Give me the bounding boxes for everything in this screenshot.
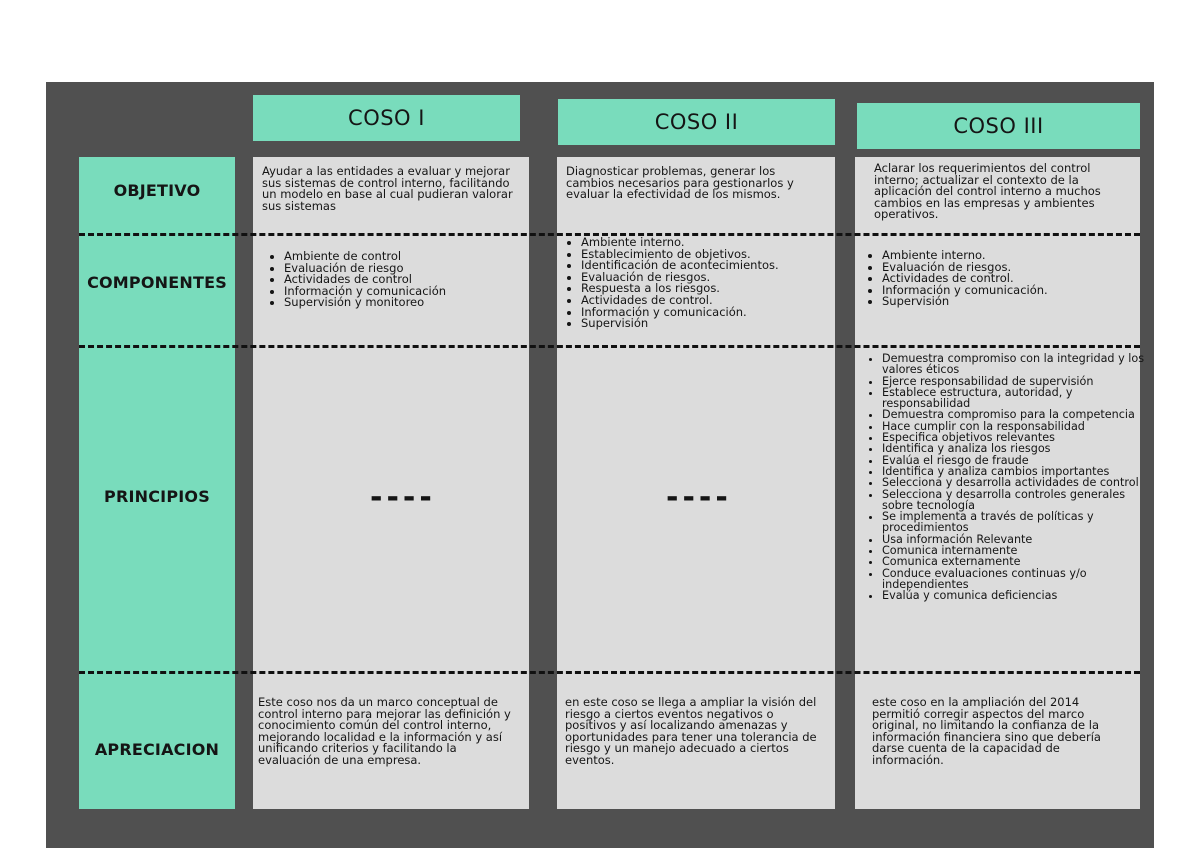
list-item: • Evaluación de riesgos. <box>581 272 839 284</box>
row-label-componentes: COMPONENTES <box>87 273 227 292</box>
list-item: • Demuestra compromiso con la integridad y los valores éticos <box>882 353 1152 376</box>
apreciacion-coso-3: este coso en la ampliación del 2014 permitió corregir aspectos del marco original, no limitando la confianza de la información financiera sino que debería darse cuenta de la capacidad de información. <box>872 695 1101 767</box>
separator-line <box>79 345 1140 348</box>
list-item: • Evaluación de riesgo <box>284 263 532 275</box>
list-item: • Selecciona y desarrolla controles generales sobre tecnología <box>882 489 1152 512</box>
list-item: • Se implementa a través de políticas y procedimientos <box>882 511 1152 534</box>
list-item: • Selecciona y desarrolla actividades de control <box>882 477 1152 488</box>
apreciacion-coso-2: en este coso se llega a ampliar la visión del riesgo a ciertos eventos negativos o positivos y así localizando amenazas y oportunidades para tener una tolerancia de riesgo y un manejo adecuado a ciertos eventos. <box>565 695 817 767</box>
list-item: • Supervisión <box>882 296 1142 308</box>
list-item: • Ejerce responsabilidad de supervisión <box>882 376 1152 387</box>
principios-coso-3 <box>866 353 1152 602</box>
list-item: • Ambiente de control <box>284 251 532 263</box>
list-item: • Ambiente interno. <box>882 250 1142 262</box>
row-label-principios: PRINCIPIOS <box>104 487 210 506</box>
list-item: • Actividades de control. <box>882 273 1142 285</box>
list-item: • Comunica internamente <box>882 545 1152 556</box>
objetivo-coso-3: Aclarar los requerimientos del control interno; actualizar el contexto de la aplicación del control interno a muchos cambios en las empresas y ambientes operativos. <box>874 161 1101 222</box>
list-item: • Demuestra compromiso para la competencia <box>882 409 1152 420</box>
list-item: • Identifica y analiza cambios importantes <box>882 466 1152 477</box>
list-item: • Evalúa el riesgo de fraude <box>882 455 1152 466</box>
list-item: • Información y comunicación. <box>581 307 839 319</box>
componentes-coso-3 <box>866 250 1142 308</box>
list-item: • Identificación de acontecimientos. <box>581 260 839 272</box>
objetivo-coso-2: Diagnosticar problemas, generar los cambios necesarios para gestionarlos y evaluar la efectividad de los mismos. <box>566 164 794 202</box>
header-coso-3: COSO III <box>857 103 1140 149</box>
list-item: • Identifica y analiza los riesgos <box>882 443 1152 454</box>
row-label-objetivo: OBJETIVO <box>113 181 201 200</box>
header-coso-2: COSO II <box>558 99 835 145</box>
objetivo-coso-1: Ayudar a las entidades a evaluar y mejorar sus sistemas de control interno, facilitando un modelo en base al cual pudieran valorar sus sistemas <box>262 164 513 213</box>
componentes-coso-1 <box>268 251 532 309</box>
principios-coso-1-empty: ---- <box>370 480 436 515</box>
row-label-column <box>79 157 235 809</box>
list-item: • Hace cumplir con la responsabilidad <box>882 421 1152 432</box>
list-item: • Usa información Relevante <box>882 534 1152 545</box>
list-item: • Supervisión <box>581 318 839 330</box>
list-item: • Información y comunicación <box>284 286 532 298</box>
header-coso-1: COSO I <box>253 95 520 141</box>
principios-coso-2-empty: ---- <box>666 480 732 515</box>
list-item: • Establece estructura, autoridad, y responsabilidad <box>882 387 1152 410</box>
list-item: • Ambiente interno. <box>581 237 839 249</box>
list-item: • Información y comunicación. <box>882 285 1142 297</box>
list-item: • Comunica externamente <box>882 556 1152 567</box>
list-item: • Especifica objetivos relevantes <box>882 432 1152 443</box>
row-label-apreciacion: APRECIACION <box>94 740 220 759</box>
list-item: • Actividades de control. <box>581 295 839 307</box>
list-item: • Supervisión y monitoreo <box>284 297 532 309</box>
componentes-coso-2 <box>565 237 839 330</box>
apreciacion-coso-1: Este coso nos da un marco conceptual de control interno para mejorar las definición y conocimiento común del control interno, mejorando localidad e la información y así unificando criterios y facilitando la evaluación de una empresa. <box>258 695 511 767</box>
list-item: • Evalúa y comunica deficiencias <box>882 590 1152 601</box>
list-item: • Respuesta a los riesgos. <box>581 283 839 295</box>
list-item: • Actividades de control <box>284 274 532 286</box>
list-item: • Establecimiento de objetivos. <box>581 249 839 261</box>
list-item: • Conduce evaluaciones continuas y/o independientes <box>882 568 1152 591</box>
list-item: • Evaluación de riesgos. <box>882 262 1142 274</box>
separator-line <box>79 671 1140 674</box>
